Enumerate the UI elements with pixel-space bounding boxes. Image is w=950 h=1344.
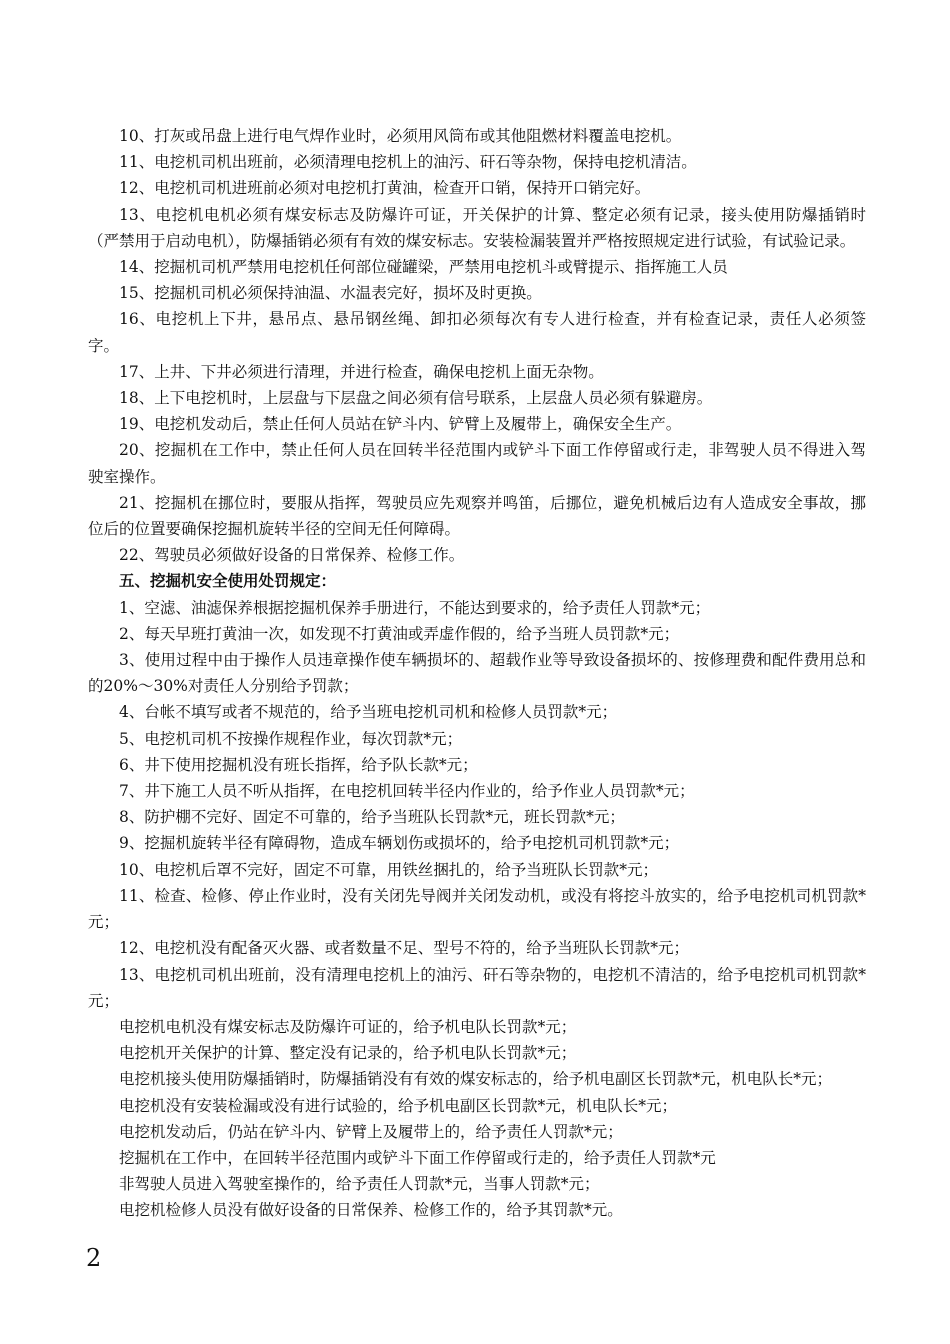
section-heading: 五、挖掘机安全使用处罚规定： bbox=[119, 571, 337, 591]
penalty-item-12: 12、电挖机没有配备灭火器、或者数量不足、型号不符的，给予当班队长罚款*元； bbox=[119, 939, 689, 958]
paragraph-rule-16: 16、电挖机上下井，悬吊点、悬吊钢丝绳、卸扣必须每次有专人进行检查，并有检查记录，责任人必须签字。 bbox=[88, 310, 866, 355]
penalty-item-8: 8、防护棚不完好、固定不可靠的，给予当班队长罚款*元，班长罚款*元； bbox=[119, 808, 625, 827]
paragraph-rule-12: 12、电挖机司机进班前必须对电挖机打黄油，检查开口销，保持开口销完好。 bbox=[119, 179, 651, 198]
penalty-item-13: 13、电挖机司机出班前，没有清理电挖机上的油污、矸石等杂物的，电挖机不清洁的，给予电挖机司机罚款*元； bbox=[88, 965, 866, 1010]
paragraph-rule-13: 13、电挖机电机必须有煤安标志及防爆许可证，开关保护的计算、整定必须有记录，接头使用防爆插销时（严禁用于启动电机），防爆插销必须有有效的煤安标志。安装检漏装置并严格按照规定进行试验，有试验记录。 bbox=[88, 205, 866, 250]
penalty-item-4: 4、台帐不填写或者不规范的，给予当班电挖机司机和检修人员罚款*元； bbox=[119, 703, 618, 722]
paragraph-rule-15: 15、挖掘机司机必须保持油温、水温表完好，损坏及时更换。 bbox=[119, 284, 542, 303]
paragraph-rule-10: 10、打灰或吊盘上进行电气焊作业时，必须用风筒布或其他阻燃材料覆盖电挖机。 bbox=[119, 127, 682, 145]
penalty-sub-item: 电挖机检修人员没有做好设备的日常保养、检修工作的，给予其罚款*元。 bbox=[119, 1201, 623, 1220]
penalty-sub-item: 电挖机电机没有煤安标志及防爆许可证的，给予机电队长罚款*元； bbox=[119, 1017, 577, 1036]
penalty-sub-item: 电挖机接头使用防爆插销时，防爆插销没有有效的煤安标志的，给予机电副区长罚款*元，机电队长*元； bbox=[119, 1070, 833, 1089]
penalty-item-6: 6、井下使用挖掘机没有班长指挥，给予队长款*元； bbox=[119, 755, 478, 774]
penalty-item-5: 5、电挖机司机不按操作规程作业，每次罚款*元； bbox=[119, 729, 463, 748]
penalty-sub-item: 电挖机发动后，仍站在铲斗内、铲臂上及履带上的，给予责任人罚款*元； bbox=[119, 1122, 623, 1141]
penalty-sub-item: 挖掘机在工作中，在回转半径范围内或铲斗下面工作停留或行走的，给予责任人罚款*元 bbox=[119, 1148, 716, 1167]
paragraph-rule-22: 22、驾驶员必须做好设备的日常保养、检修工作。 bbox=[119, 546, 465, 565]
penalty-item-9: 9、挖掘机旋转半径有障碍物，造成车辆划伤或损坏的，给予电挖机司机罚款*元； bbox=[119, 834, 680, 853]
paragraph-rule-11: 11、电挖机司机出班前，必须清理电挖机上的油污、矸石等杂物，保持电挖机清洁。 bbox=[119, 153, 697, 172]
paragraph-rule-14: 14、挖掘机司机严禁用电挖机任何部位碰罐梁，严禁用电挖机斗或臂提示、指挥施工人员 bbox=[119, 258, 728, 277]
paragraph-rule-20: 20、挖掘机在工作中，禁止任何人员在回转半径范围内或铲斗下面工作停留或行走，非驾驶人员不得进入驾驶室操作。 bbox=[88, 441, 866, 486]
paragraph-rule-21: 21、挖掘机在挪位时，要服从指挥，驾驶员应先观察并鸣笛，后挪位，避免机械后边有人造成安全事故，挪位后的位置要确保挖掘机旋转半径的空间无任何障碍。 bbox=[88, 493, 866, 539]
penalty-item-3: 3、使用过程中由于操作人员违章操作使车辆损坏的、超载作业等导致设备损坏的、按修理费和配件费用总和的20%～30%对责任人分别给予罚款； bbox=[88, 651, 866, 696]
penalty-sub-item: 电挖机开关保护的计算、整定没有记录的，给予机电队长罚款*元； bbox=[119, 1044, 577, 1063]
paragraph-rule-18: 18、上下电挖机时，上层盘与下层盘之间必须有信号联系，上层盘人员必须有躲避房。 bbox=[119, 389, 713, 408]
penalty-item-10: 10、电挖机后罩不完好，固定不可靠，用铁丝捆扎的，给予当班队长罚款*元； bbox=[119, 860, 658, 879]
penalty-item-1: 1、空滤、油滤保养根据挖掘机保养手册进行，不能达到要求的，给予责任人罚款*元； bbox=[119, 598, 711, 617]
paragraph-rule-19: 19、电挖机发动后，禁止任何人员站在铲斗内、铲臂上及履带上，确保安全生产。 bbox=[119, 415, 682, 434]
penalty-item-7: 7、井下施工人员不听从指挥，在电挖机回转半径内作业的，给予作业人员罚款*元； bbox=[119, 782, 695, 801]
document-body bbox=[88, 123, 866, 1224]
penalty-item-2: 2、每天早班打黄油一次，如发现不打黄油或弄虚作假的，给予当班人员罚款*元； bbox=[119, 624, 680, 643]
paragraph-rule-17: 17、上井、下井必须进行清理，并进行检查，确保电挖机上面无杂物。 bbox=[119, 362, 604, 381]
penalty-item-11: 11、检查、检修、停止作业时，没有关闭先导阀并关闭发动机，或没有将挖斗放实的，给予电挖机司机罚款*元； bbox=[88, 886, 866, 932]
penalty-sub-item: 电挖机没有安装检漏或没有进行试验的，给予机电副区长罚款*元，机电队长*元； bbox=[119, 1096, 678, 1115]
penalty-sub-item: 非驾驶人员进入驾驶室操作的，给予责任人罚款*元，当事人罚款*元； bbox=[119, 1175, 600, 1194]
page-number: 2 bbox=[86, 1244, 102, 1272]
